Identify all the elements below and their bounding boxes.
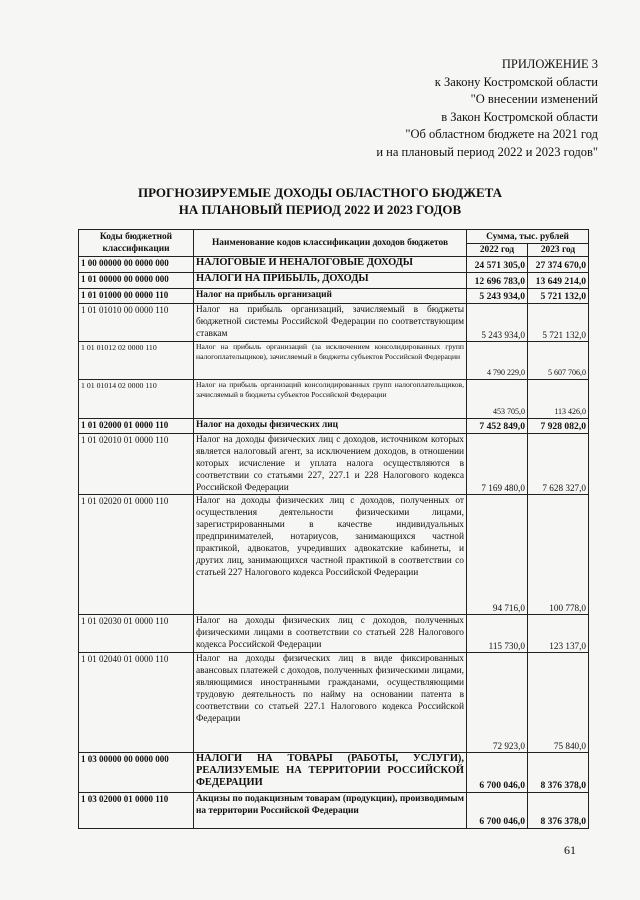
row-name: Акцизы по подакцизным товарам (продукции), производимым на территории Российской Федерации bbox=[194, 793, 467, 829]
row-name: НАЛОГИ НА ТОВАРЫ (РАБОТЫ, УСЛУГИ), РЕАЛИЗУЕМЫЕ НА ТЕРРИТОРИИ РОССИЙСКОЙ ФЕДЕРАЦИИ bbox=[194, 753, 467, 793]
table-row bbox=[79, 289, 589, 304]
row-value-2023: 27 374 670,0 bbox=[528, 257, 589, 273]
row-value-2023: 8 376 378,0 bbox=[528, 753, 589, 793]
row-name: Налог на прибыль организаций, зачисляемый в бюджеты бюджетной системы Российской Федерации по соответствующим ставкам bbox=[194, 304, 467, 342]
table-row bbox=[79, 380, 589, 419]
revenue-table bbox=[78, 229, 589, 829]
appendix-line: к Закону Костромской области bbox=[434, 74, 598, 89]
appendix-line: ПРИЛОЖЕНИЕ 3 bbox=[501, 57, 598, 71]
table-row bbox=[79, 342, 589, 380]
table-row bbox=[79, 653, 589, 753]
appendix-line: "Об областном бюджете на 2021 год bbox=[405, 127, 598, 141]
row-code: 1 03 02000 01 0000 110 bbox=[79, 793, 194, 829]
row-value-2022: 7 452 849,0 bbox=[467, 419, 528, 434]
table-row bbox=[79, 434, 589, 495]
row-value-2023: 7 628 327,0 bbox=[528, 434, 589, 495]
row-value-2022: 12 696 783,0 bbox=[467, 273, 528, 289]
row-name: Налог на доходы физических лиц с доходов, источником которых является налоговый агент, за исключением доходов, в отношении которых исчисление и уплата налога осуществляются в соответствии со статьями 227, 227.1 и 228 Налогового кодекса Российской Федерации bbox=[194, 434, 467, 495]
row-value-2022: 6 700 046,0 bbox=[467, 793, 528, 829]
row-name: Налог на доходы физических лиц в виде фиксированных авансовых платежей с доходов, полученных физическими лицами, являющимися иностранными гражданами, осуществляющими трудовую деятельность по найму на основании патента в соответствии со статьей 227.1 Налогового кодекса Российской Федерации bbox=[194, 653, 467, 753]
appendix-header bbox=[376, 56, 598, 161]
row-value-2022: 4 790 229,0 bbox=[467, 342, 528, 380]
row-value-2023: 13 649 214,0 bbox=[528, 273, 589, 289]
row-value-2022: 5 243 934,0 bbox=[467, 289, 528, 304]
row-value-2022: 115 730,0 bbox=[467, 615, 528, 653]
row-code: 1 00 00000 00 0000 000 bbox=[79, 257, 194, 273]
row-code: 1 01 01012 02 0000 110 bbox=[79, 342, 194, 380]
header-year-2023: 2023 год bbox=[528, 244, 589, 257]
row-value-2023: 5 721 132,0 bbox=[528, 289, 589, 304]
row-code: 1 01 02000 01 0000 110 bbox=[79, 419, 194, 434]
table-row bbox=[79, 419, 589, 434]
row-value-2023: 7 928 082,0 bbox=[528, 419, 589, 434]
row-code: 1 01 01000 00 0000 110 bbox=[79, 289, 194, 304]
appendix-line: в Закон Костромской области bbox=[441, 109, 598, 124]
row-name: Налог на доходы физических лиц с доходов, полученных от осуществления деятельности физическими лицами, зарегистрированными в качестве индивидуальных предпринимателей, нотариусов, занимающихся частной практикой, адвокатов, учредивших адвокатские кабинеты, и других лиц, занимающихся частной практикой в соответствии со статьей 227 Налогового кодекса Российской Федерации bbox=[194, 495, 467, 615]
table-row bbox=[79, 304, 589, 342]
table-row bbox=[79, 615, 589, 653]
row-code: 1 01 02030 01 0000 110 bbox=[79, 615, 194, 653]
table-row bbox=[79, 257, 589, 273]
row-value-2023: 75 840,0 bbox=[528, 653, 589, 753]
row-name: Налог на доходы физических лиц bbox=[194, 419, 467, 434]
title-line: НА ПЛАНОВЫЙ ПЕРИОД 2022 И 2023 ГОДОВ bbox=[178, 202, 462, 217]
row-value-2023: 123 137,0 bbox=[528, 615, 589, 653]
row-code: 1 03 00000 00 0000 000 bbox=[79, 753, 194, 793]
row-value-2022: 6 700 046,0 bbox=[467, 753, 528, 793]
table-row bbox=[79, 793, 589, 829]
row-value-2023: 113 426,0 bbox=[528, 380, 589, 419]
row-name: Налог на прибыль организаций bbox=[194, 289, 467, 304]
header-year-2022: 2022 год bbox=[467, 244, 528, 257]
row-code: 1 01 02020 01 0000 110 bbox=[79, 495, 194, 615]
row-code: 1 01 00000 00 0000 000 bbox=[79, 273, 194, 289]
table-row bbox=[79, 273, 589, 289]
row-value-2022: 94 716,0 bbox=[467, 495, 528, 615]
row-name: Налог на прибыль организаций (за исключением консолидированных групп налогоплательщиков), зачисляемый в бюджеты субъектов Российской Федерации bbox=[194, 342, 467, 380]
title-line: ПРОГНОЗИРУЕМЫЕ ДОХОДЫ ОБЛАСТНОГО БЮДЖЕТА bbox=[137, 185, 503, 200]
row-value-2023: 5 721 132,0 bbox=[528, 304, 589, 342]
row-value-2023: 8 376 378,0 bbox=[528, 793, 589, 829]
row-code: 1 01 02040 01 0000 110 bbox=[79, 653, 194, 753]
row-name: Налог на прибыль организаций консолидированных групп налогоплательщиков, зачисляемый в бюджеты субъектов Российской Федерации bbox=[194, 380, 467, 419]
row-name: Налог на доходы физических лиц с доходов, полученных физическими лицами в соответствии со статьей 228 Налогового кодекса Российской Федерации bbox=[194, 615, 467, 653]
appendix-line: и на плановый период 2022 и 2023 годов" bbox=[376, 144, 598, 159]
row-value-2022: 5 243 934,0 bbox=[467, 304, 528, 342]
appendix-line: "О внесении изменений bbox=[470, 92, 598, 106]
row-code: 1 01 01014 02 0000 110 bbox=[79, 380, 194, 419]
table-body bbox=[79, 257, 589, 829]
table-row bbox=[79, 753, 589, 793]
row-value-2022: 72 923,0 bbox=[467, 653, 528, 753]
header-sum: Сумма, тыс. рублей bbox=[467, 230, 589, 244]
row-name: НАЛОГИ НА ПРИБЫЛЬ, ДОХОДЫ bbox=[194, 273, 467, 289]
row-name: НАЛОГОВЫЕ И НЕНАЛОГОВЫЕ ДОХОДЫ bbox=[194, 257, 467, 273]
row-value-2023: 5 607 706,0 bbox=[528, 342, 589, 380]
row-code: 1 01 01010 00 0000 110 bbox=[79, 304, 194, 342]
table-row bbox=[79, 495, 589, 615]
document-title bbox=[0, 184, 640, 218]
row-value-2022: 453 705,0 bbox=[467, 380, 528, 419]
row-value-2023: 100 778,0 bbox=[528, 495, 589, 615]
page-number: 61 bbox=[564, 843, 576, 857]
header-name: Наименование кодов классификации доходов бюджетов bbox=[194, 230, 467, 257]
row-code: 1 01 02010 01 0000 110 bbox=[79, 434, 194, 495]
header-codes: Коды бюджетной классификации bbox=[79, 230, 194, 257]
row-value-2022: 24 571 305,0 bbox=[467, 257, 528, 273]
row-value-2022: 7 169 480,0 bbox=[467, 434, 528, 495]
